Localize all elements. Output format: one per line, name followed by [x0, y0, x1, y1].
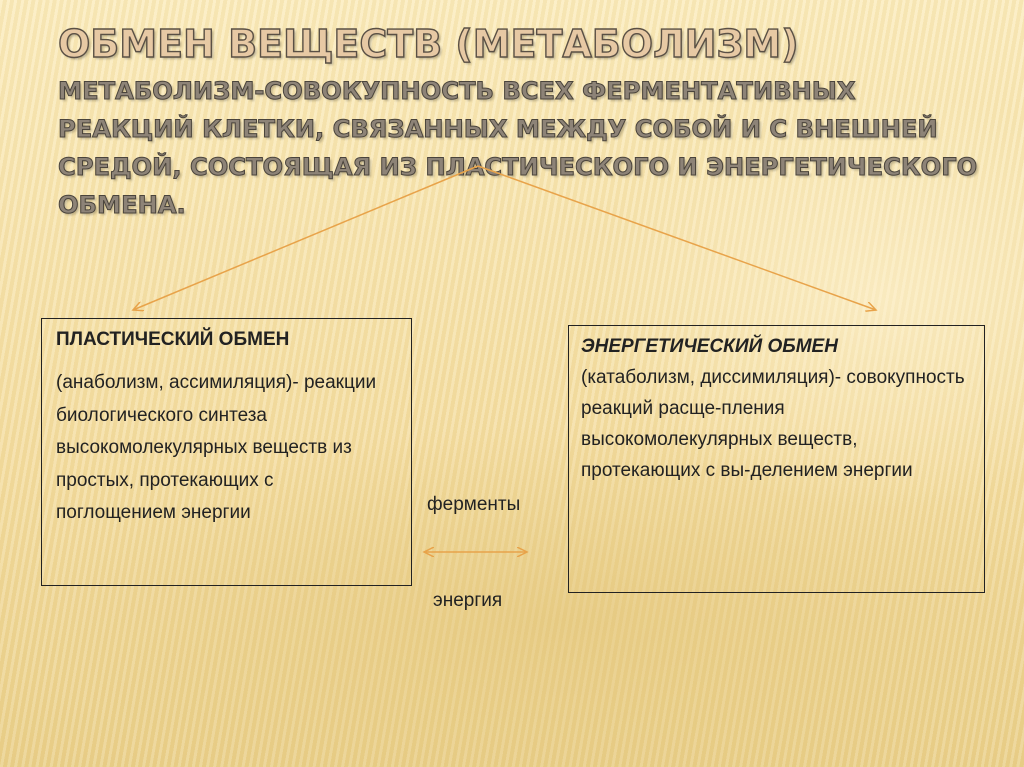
plastic-exchange-box [41, 318, 412, 586]
enzymes-label: ферменты [427, 494, 521, 515]
plastic-exchange-heading: ПЛАСТИЧЕСКИЙ ОБМЕН [56, 329, 290, 350]
slide-title: ОБМЕН ВЕЩЕСТВ (МЕТАБОЛИЗМ) [58, 22, 799, 66]
slide-subtitle: МЕТАБОЛИЗМ-СОВОКУПНОСТЬ ВСЕХ ФЕРМЕНТАТИВНЫХ РЕАКЦИЙ КЛЕТКИ, СВЯЗАННЫХ МЕЖДУ СОБОЙ И С ВНЕШНЕЙ СРЕДОЙ, СОСТОЯЩАЯ ИЗ ПЛАСТИЧЕСКОГО И ЭНЕРГЕТИЧЕСКОГО ОБМЕНА. [58, 77, 978, 219]
energy-exchange-box [568, 325, 985, 593]
plastic-exchange-text: (анаболизм, ассимиляция)- реакции биологического синтеза высокомолекулярных веществ из простых, протекающих с поглощением энергии [56, 372, 377, 523]
energy-label: энергия [433, 590, 503, 611]
energy-exchange-heading: ЭНЕРГЕТИЧЕСКИЙ ОБМЕН [581, 336, 838, 357]
arrow-to-plastic [133, 166, 478, 310]
energy-exchange-text: (катаболизм, диссимиляция)- совокупность реакций расще-пления высокомолекулярных веществ, протекающих с вы-делением энергии [581, 367, 965, 481]
arrow-to-energy [478, 166, 876, 310]
